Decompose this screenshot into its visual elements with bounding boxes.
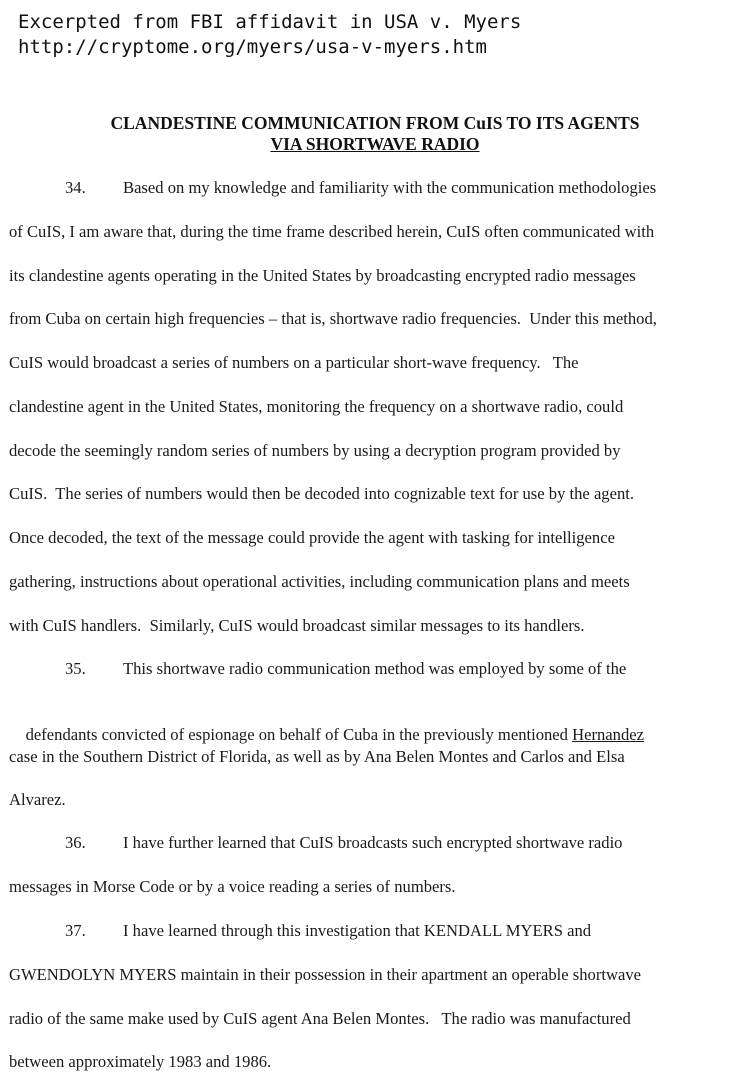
source-url: http://cryptome.org/myers/usa-v-myers.htm [18,36,487,58]
paragraph-line-text: defendants convicted of espionage on behalf of Cuba in the previously mentioned [25,725,573,744]
source-caption: Excerpted from FBI affidavit in USA v. Myers [18,11,522,33]
paragraph-line: between approximately 1983 and 1986. [9,1052,272,1071]
paragraph-line: Once decoded, the text of the message could provide the agent with tasking for intelligence [9,528,615,547]
section-title-line-2: VIA SHORTWAVE RADIO [270,134,480,154]
paragraph-line: of CuIS, I am aware that, during the time frame described herein, CuIS often communicated with [9,222,655,241]
paragraph-line: gathering, instructions about operational activities, including communication plans and meets [9,572,630,591]
paragraph-line: CuIS. The series of numbers would then be decoded into cognizable text for use by the agent. [9,484,635,503]
paragraph-line: clandestine agent in the United States, monitoring the frequency on a shortwave radio, could [9,397,624,416]
paragraph-line: with CuIS handlers. Similarly, CuIS would broadcast similar messages to its handlers. [9,616,585,635]
section-title-line-1: CLANDESTINE COMMUNICATION FROM CuIS TO ITS AGENTS [110,113,640,133]
paragraph-line: messages in Morse Code or by a voice reading a series of numbers. [9,877,456,896]
paragraph-number: 34. [65,178,86,197]
paragraph-line: Based on my knowledge and familiarity with the communication methodologies [123,178,657,197]
paragraph-line: CuIS would broadcast a series of numbers on a particular short-wave frequency. The [9,353,579,372]
section-title [0,113,750,155]
paragraph-line [9,702,644,744]
paragraph-number: 35. [65,659,86,678]
paragraph-line: from Cuba on certain high frequencies – that is, shortwave radio frequencies. Under this method, [9,309,657,328]
case-name: Hernandez [572,725,644,744]
paragraph-line: its clandestine agents operating in the United States by broadcasting encrypted radio messages [9,266,636,285]
paragraph-line: I have learned through this investigation that KENDALL MYERS and [123,921,592,940]
paragraph-line: This shortwave radio communication method was employed by some of the [123,659,627,678]
paragraph-number: 36. [65,833,86,852]
paragraph-line: Alvarez. [9,790,66,809]
paragraph-line: decode the seemingly random series of numbers by using a decryption program provided by [9,441,621,460]
source-header [18,10,521,60]
paragraph-line: case in the Southern District of Florida, as well as by Ana Belen Montes and Carlos and Elsa [9,747,625,766]
paragraph-line: I have further learned that CuIS broadcasts such encrypted shortwave radio [123,833,623,852]
paragraph-line: radio of the same make used by CuIS agent Ana Belen Montes. The radio was manufactured [9,1009,631,1028]
paragraph-number: 37. [65,921,86,940]
paragraph-line: GWENDOLYN MYERS maintain in their possession in their apartment an operable shortwave [9,965,641,984]
